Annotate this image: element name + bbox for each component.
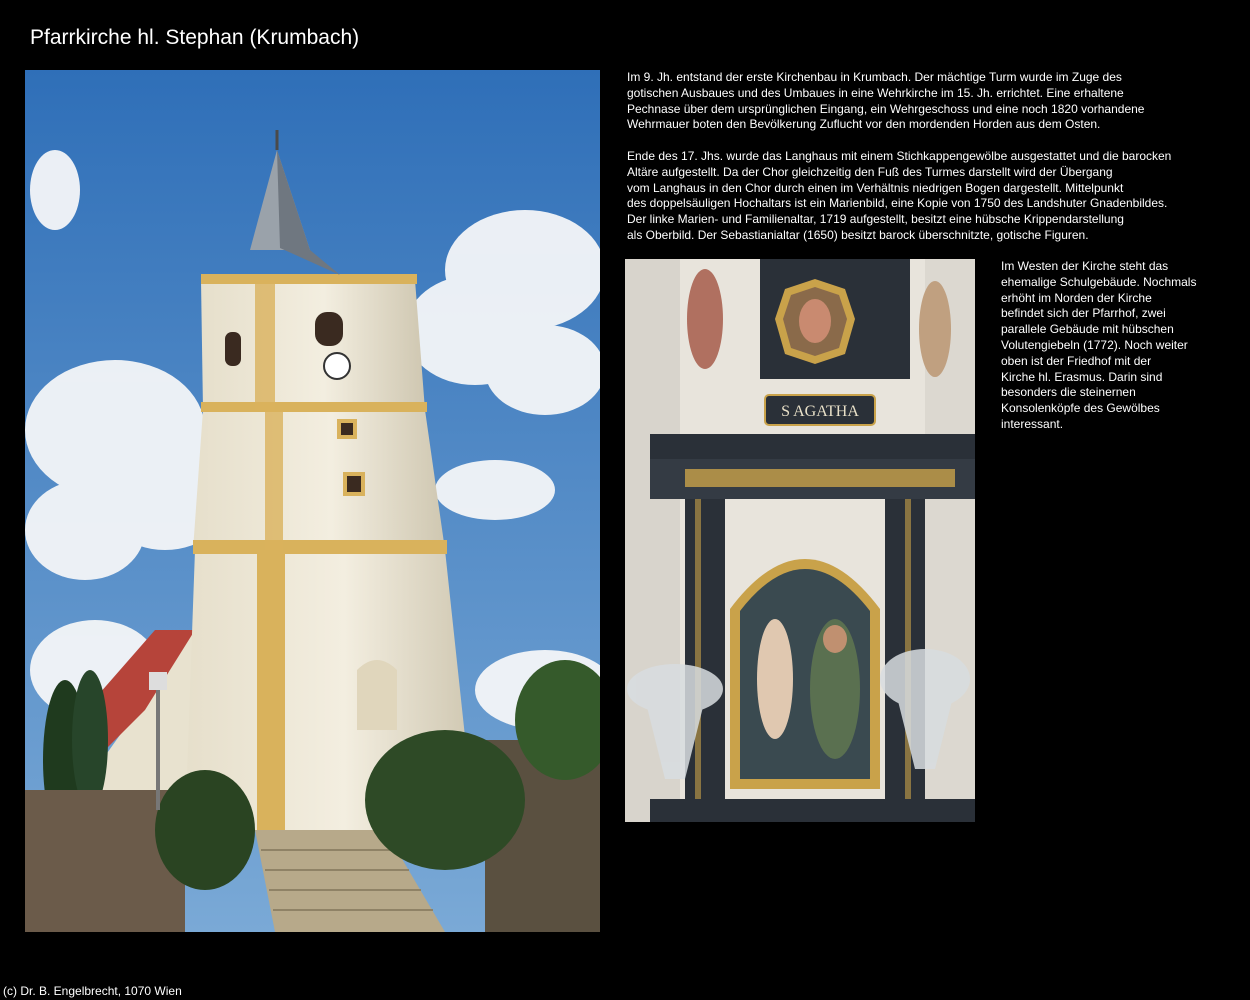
text-line: Altäre aufgestellt. Da der Chor gleichzeitig den Fuß des Turmes darstellt wird der Übergang <box>627 164 1113 179</box>
text-line: gotischen Ausbaues und des Umbaues in eine Wehrkirche im 15. Jh. errichtet. Eine erhaltene <box>627 85 1124 100</box>
history-paragraph <box>627 70 1144 133</box>
text-line: erhöht im Norden der Kirche <box>1001 290 1152 305</box>
text-line: Im 9. Jh. entstand der erste Kirchenbau in Krumbach. Der mächtige Turm wurde im Zuge des <box>627 70 1122 84</box>
altar-inscription: S AGATHA <box>781 403 859 420</box>
page-title: Pfarrkirche hl. Stephan (Krumbach) <box>30 26 360 49</box>
text-line: Der linke Marien- und Familienaltar, 1719 aufgestellt, besitzt eine hübsche Krippendarstellung <box>627 212 1124 227</box>
text-line: Volutengiebeln (1772). Noch weiter <box>1001 337 1188 352</box>
copyright-footer: (c) Dr. B. Engelbrecht, 1070 Wien <box>3 984 182 998</box>
surroundings-paragraph <box>1001 259 1196 433</box>
text-line: oben ist der Friedhof mit der <box>1001 353 1152 368</box>
text-line: Konsolenköpfe des Gewölbes <box>1001 401 1160 416</box>
church-tower-photo <box>25 70 600 932</box>
text-line: des doppelsäuligen Hochaltars ist ein Marienbild, eine Kopie von 1750 des Landshuter Gnadenbildes. <box>627 196 1168 211</box>
text-line: ehemalige Schulgebäude. Nochmals <box>1001 274 1197 289</box>
text-line: besonders die steinernen <box>1001 385 1136 400</box>
text-line: Im Westen der Kirche steht das <box>1001 259 1169 273</box>
baroque-paragraph <box>627 149 1171 244</box>
altar-photo <box>625 259 975 822</box>
text-line: als Oberbild. Der Sebastianialtar (1650) besitzt barock überschnitzte, gotische Figuren. <box>627 227 1089 242</box>
text-line: interessant. <box>1001 416 1064 431</box>
text-line: vom Langhaus in den Chor durch einen im Verhältnis niedrigen Bogen dargestellt. Mittelpunkt <box>627 180 1124 195</box>
text-line: Kirche hl. Erasmus. Darin sind <box>1001 369 1163 384</box>
text-line: Ende des 17. Jhs. wurde das Langhaus mit einem Stichkappengewölbe ausgestattet und die barocken <box>627 149 1172 163</box>
text-line: Wehrmauer boten den Bevölkerung Zuflucht vor den mordenden Horden aus dem Osten. <box>627 117 1101 132</box>
text-line: parallele Gebäude mit hübschen <box>1001 322 1174 337</box>
text-line: befindet sich der Pfarrhof, zwei <box>1001 306 1166 321</box>
text-line: Pechnase über dem ursprünglichen Eingang, ein Wehrgeschoss und eine noch 1820 vorhandene <box>627 101 1145 116</box>
